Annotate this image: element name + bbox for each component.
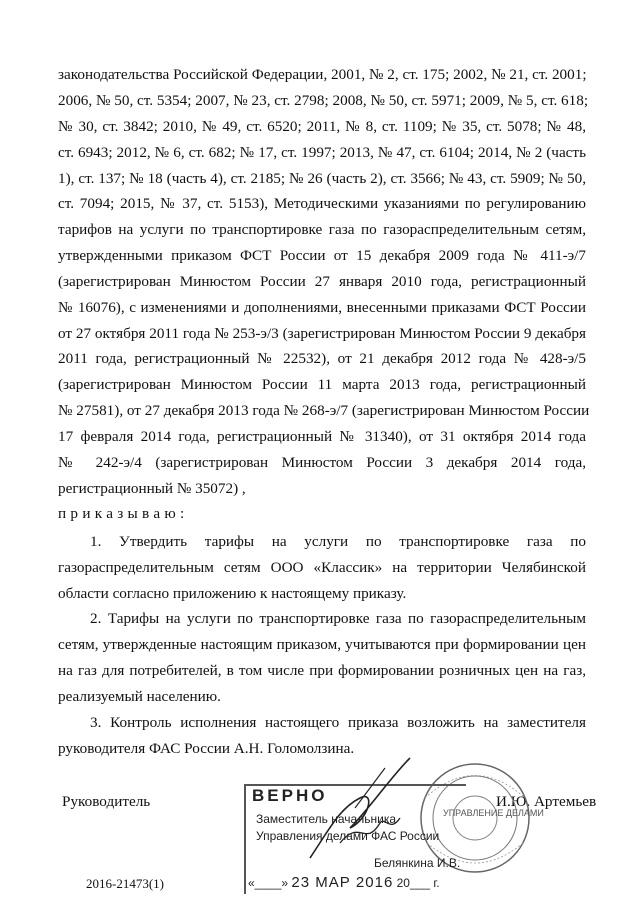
stamp-verno: ВЕРНО xyxy=(252,786,328,805)
text-line: 1. Утвердить тарифы на услуги по транспортировке газа по xyxy=(90,533,586,550)
text-line: 3. Контроль исполнения настоящего приказа возложить на заместителя xyxy=(90,714,586,731)
text-line: (зарегистрирован Минюстом России 27 января 2010 года, регистрационный xyxy=(58,273,586,290)
text-line: утвержденными приказом ФСТ России от 15 декабря 2009 года № 411-э/7 xyxy=(58,247,586,264)
document-number: 2016-21473(1) xyxy=(86,876,164,891)
text-line: газораспределительным сетям ООО «Классик» на территории Челябинской xyxy=(58,559,586,576)
text-line: регистрационный № 35072) , xyxy=(58,480,246,497)
text-line: 2. Тарифы на услуги по транспортировке газа по газораспределительным xyxy=(90,610,586,627)
text-line: реализуемый населению. xyxy=(58,688,221,705)
handwritten-signature-icon xyxy=(300,748,420,868)
stamp-date-prefix: «____» xyxy=(248,876,292,890)
text-line: № 16076), с изменениями и дополнениями, внесенными приказами ФСТ России xyxy=(58,299,586,316)
text-line: на газ для потребителей, в том числе при формировании розничных цен на газ, xyxy=(58,662,586,679)
text-line: руководителя ФАС России А.Н. Голомолзина. xyxy=(58,740,355,757)
text-line: № 242-э/4 (зарегистрирован Минюстом России 3 декабря 2014 года, xyxy=(58,454,586,471)
order-verb: приказываю: xyxy=(58,505,189,522)
text-line: сетям, утвержденные настоящим приказом, учитываются при формировании цен xyxy=(58,636,586,653)
text-line: (зарегистрирован Минюстом России 11 марта 2013 года, регистрационный xyxy=(58,376,586,393)
stamp-position-line1: Заместитель начальника xyxy=(256,812,397,826)
text-line: области согласно приложению к настоящему приказу. xyxy=(58,585,407,602)
text-line: 2006, № 50, ст. 5354; 2007, № 23, ст. 2798; 2008, № 50, ст. 5971; 2009, № 5, ст. 618; xyxy=(58,92,589,109)
stamp-date xyxy=(248,874,440,891)
text-line: 2011 года, регистрационный № 22532), от 21 декабря 2012 года № 428-э/5 xyxy=(58,350,586,367)
stamp-position-line2: Управления делами ФАС России xyxy=(256,829,440,843)
text-line: ст. 6943; 2012, № 6, ст. 682; № 17, ст. 1997; 2013, № 47, ст. 6104; 2014, № 2 (часть xyxy=(58,144,586,161)
text-line: 1), ст. 137; № 18 (часть 4), ст. 2185; № 26 (часть 2), ст. 3566; № 43, ст. 5909; № 50, xyxy=(58,170,586,187)
text-line: № 27581), от 27 декабря 2013 года № 268-э/7 (зарегистрирован Минюстом России xyxy=(58,402,590,419)
signatory-position: Руководитель xyxy=(62,793,151,810)
text-line: от 27 октября 2011 года № 253-э/3 (зарегистрирован Минюстом России 9 декабря xyxy=(58,325,586,342)
text-line: 17 февраля 2014 года, регистрационный № 31340), от 31 октября 2014 года xyxy=(58,428,586,445)
stamp-date-handwritten: 23 МАР 2016 xyxy=(291,874,394,891)
text-line: тарифов на услуги по транспортировке газа по газораспределительным сетям, xyxy=(58,221,586,238)
text-line: ст. 7094; 2015, № 37, ст. 5153), Методическими указаниями по регулированию xyxy=(58,195,586,212)
text-line: законодательства Российской Федерации, 2001, № 2, ст. 175; 2002, № 21, ст. 2001; xyxy=(58,66,587,83)
stamp-date-suffix: 20___ г. xyxy=(393,876,440,890)
stamp-officer-name: Белянкина И.В. xyxy=(374,856,461,870)
text-line: № 30, ст. 3842; 2010, № 49, ст. 6520; 2011, № 8, ст. 1109; № 35, ст. 5078; № 48, xyxy=(58,118,586,135)
seal-text: УПРАВЛЕНИЕ ДЕЛАМИ xyxy=(443,808,544,818)
signatory-name: И.Ю. Артемьев xyxy=(496,793,597,810)
